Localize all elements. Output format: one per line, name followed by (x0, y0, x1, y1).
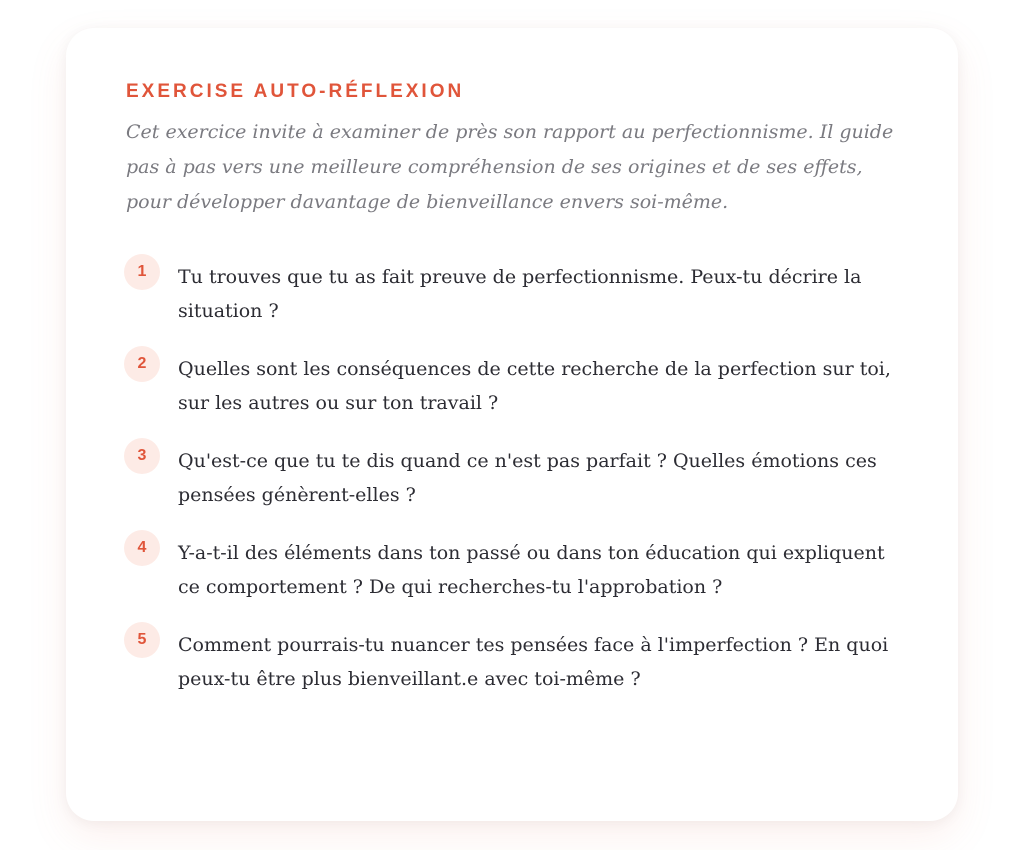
question-text: Comment pourrais-tu nuancer tes pensées face à l'imperfection ? En quoi peux-tu être plus bienveillant.e avec toi-même ? (178, 634, 889, 690)
question-text: Y-a-t-il des éléments dans ton passé ou dans ton éducation qui expliquent ce comportement ? De qui recherches-tu l'approbation ? (178, 542, 885, 598)
question-item-1 (126, 260, 898, 328)
question-list (126, 260, 898, 696)
question-number-badge: 5 (124, 622, 160, 658)
question-item-3 (126, 444, 898, 512)
question-item-2 (126, 352, 898, 420)
question-number-badge: 3 (124, 438, 160, 474)
question-text: Tu trouves que tu as fait preuve de perfectionnisme. Peux-tu décrire la situation ? (178, 266, 862, 322)
question-item-5 (126, 628, 898, 696)
question-item-4 (126, 536, 898, 604)
question-number-badge: 2 (124, 346, 160, 382)
exercise-card (66, 28, 958, 821)
exercise-intro: Cet exercice invite à examiner de près son rapport au perfectionnisme. Il guide pas à pas vers une meilleure compréhension de ses origines et de ses effets, pour développer davantage de bienveillance envers soi-même. (126, 121, 894, 213)
question-number-badge: 4 (124, 530, 160, 566)
question-number-badge: 1 (124, 254, 160, 290)
question-text: Quelles sont les conséquences de cette recherche de la perfection sur toi, sur les autres ou sur ton travail ? (178, 358, 891, 414)
question-text: Qu'est-ce que tu te dis quand ce n'est pas parfait ? Quelles émotions ces pensées génèrent-elles ? (178, 450, 877, 506)
exercise-eyebrow: EXERCISE AUTO-RÉFLEXION (126, 81, 465, 102)
